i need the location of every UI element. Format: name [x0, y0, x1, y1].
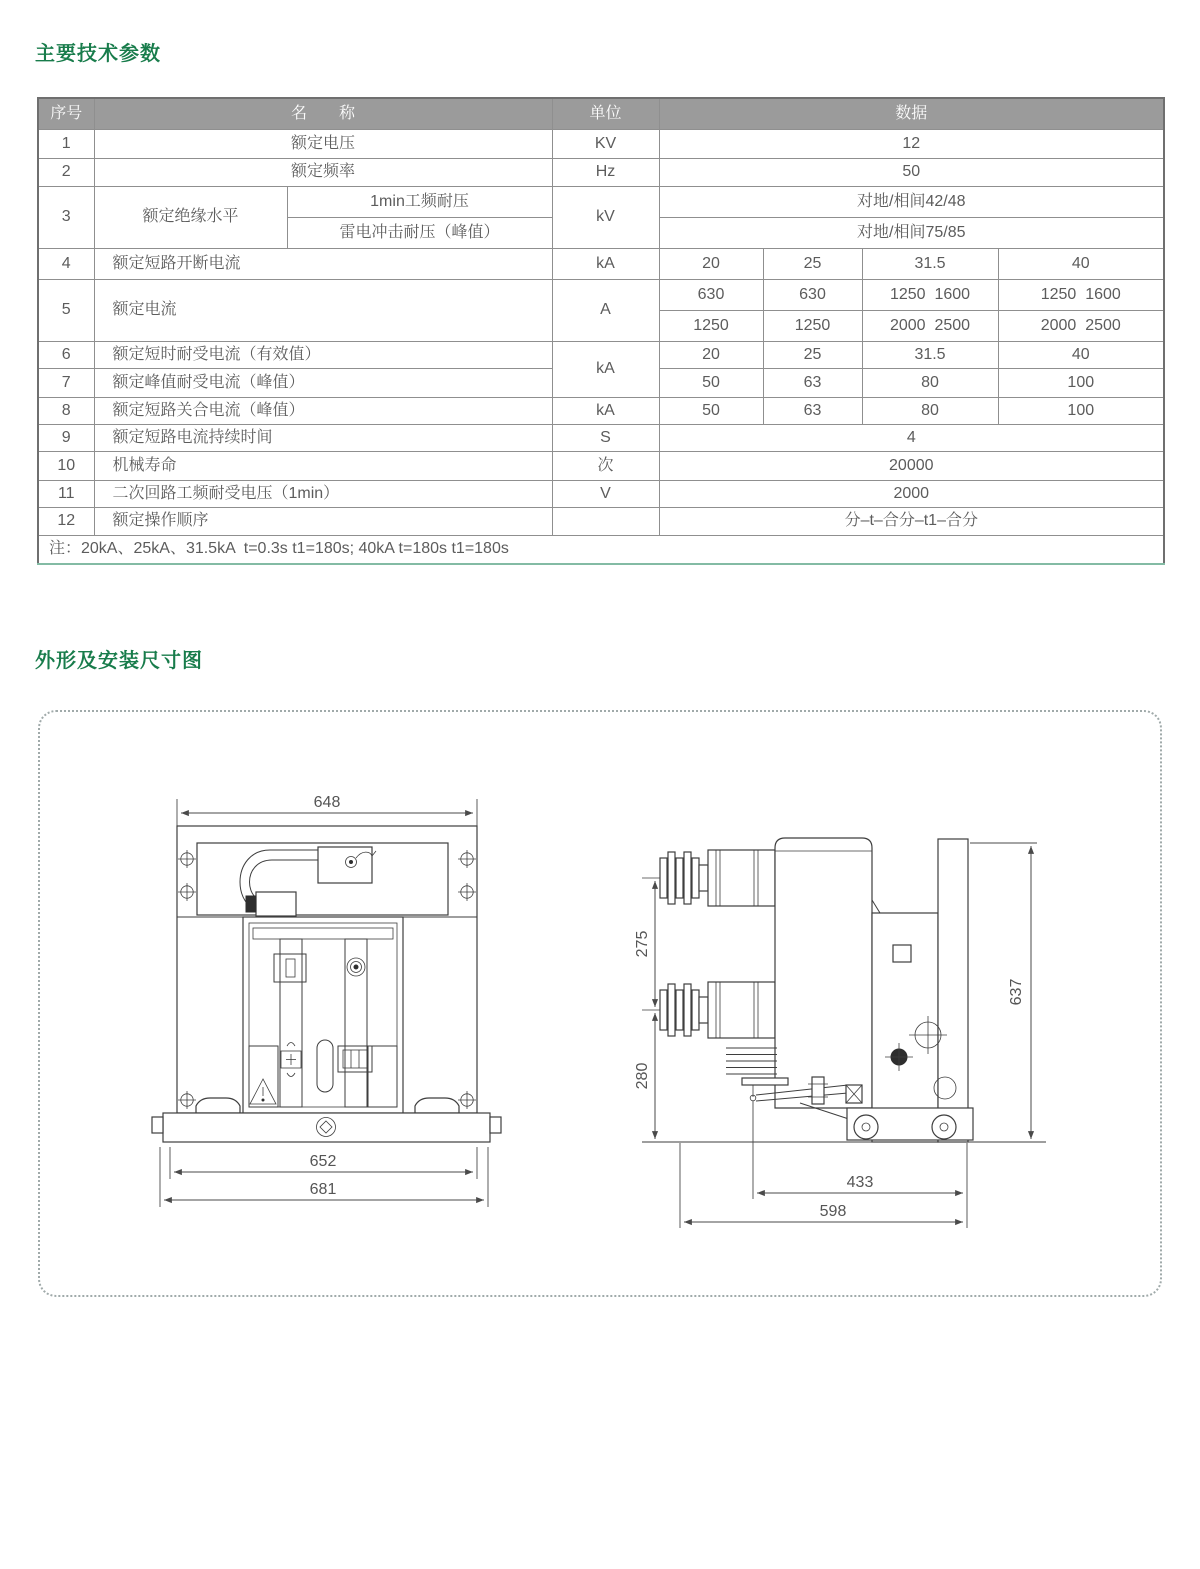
value: 分–t–合分–t1–合分: [659, 507, 1164, 535]
value: 1250 1600: [998, 279, 1164, 310]
row-number: 5: [38, 279, 94, 341]
table-row: [38, 129, 1164, 158]
table-row: [38, 248, 1164, 279]
table-row: [38, 397, 1164, 424]
value: 1250 1600: [862, 279, 998, 310]
row-number: 3: [38, 186, 94, 248]
unit: A: [552, 279, 659, 341]
param-name: 额定电流: [94, 279, 552, 341]
table-row: [38, 279, 1164, 310]
value: 63: [763, 368, 862, 397]
front-view-drawing: [152, 794, 501, 1207]
header-name: 名 称: [94, 98, 552, 129]
dim-label-652: 652: [309, 1153, 337, 1170]
value: 2000 2500: [862, 310, 998, 341]
row-number: 6: [38, 341, 94, 368]
param-name: 额定峰值耐受电流（峰值）: [94, 368, 552, 397]
unit: kA: [552, 248, 659, 279]
table-note: 注：20kA、25kA、31.5kA t=0.3s t1=180s; 40kA t=180s t1=180s: [38, 535, 1164, 564]
dimension-598: [680, 1143, 963, 1228]
table-header-row: [38, 98, 1164, 129]
value: 1250: [659, 310, 763, 341]
dim-label-275: 275: [634, 930, 651, 958]
table-row: [38, 480, 1164, 507]
row-number: 2: [38, 158, 94, 186]
unit: Hz: [552, 158, 659, 186]
value: 80: [862, 368, 998, 397]
table-note-row: [38, 535, 1164, 564]
technical-parameters-table: [37, 97, 1165, 565]
section-title-dimension-drawing: 外形及安装尺寸图: [35, 650, 203, 672]
value: 1250: [763, 310, 862, 341]
row-number: 8: [38, 397, 94, 424]
dimension-drawings: [38, 710, 1160, 1293]
row-number: 12: [38, 507, 94, 535]
param-name: 额定操作顺序: [94, 507, 552, 535]
dimension-637: [970, 843, 1037, 1139]
dimension-648: [177, 794, 477, 829]
header-unit: 单位: [552, 98, 659, 129]
wheel-right: [932, 1115, 956, 1139]
param-name: 额定短路电流持续时间: [94, 424, 552, 451]
param-name: 额定短路关合电流（峰值）: [94, 397, 552, 424]
unit: kA: [552, 341, 659, 397]
value: 25: [763, 341, 862, 368]
table-row: [38, 424, 1164, 451]
unit: KV: [552, 129, 659, 158]
value: 100: [998, 368, 1164, 397]
value: 100: [998, 397, 1164, 424]
row-number: 1: [38, 129, 94, 158]
value: 50: [659, 368, 763, 397]
dimension-280: [634, 1013, 655, 1139]
dim-label-681: 681: [309, 1181, 337, 1198]
param-subname: 1min工频耐压: [287, 186, 552, 217]
value: 20: [659, 341, 763, 368]
param-name: 额定频率: [94, 158, 552, 186]
value: 25: [763, 248, 862, 279]
row-number: 9: [38, 424, 94, 451]
value: 20000: [659, 451, 1164, 480]
unit: kA: [552, 397, 659, 424]
value: 对地/相间75/85: [659, 217, 1164, 248]
unit: V: [552, 480, 659, 507]
table-row: [38, 158, 1164, 186]
dim-label-637: 637: [1008, 978, 1025, 1006]
value: 40: [998, 341, 1164, 368]
param-name: 二次回路工频耐受电压（1min）: [94, 480, 552, 507]
wheel-left: [854, 1115, 878, 1139]
upper-bushing: [660, 850, 775, 906]
header-index: 序号: [38, 98, 94, 129]
value: 63: [763, 397, 862, 424]
side-view-drawing: [634, 838, 1046, 1228]
value: 50: [659, 397, 763, 424]
rear-frame: [938, 839, 968, 1142]
value: 2000: [659, 480, 1164, 507]
dimension-652: [170, 1147, 477, 1179]
foot-left: [196, 1098, 240, 1113]
table-row: [38, 451, 1164, 480]
param-name: 额定电压: [94, 129, 552, 158]
foot-right: [415, 1098, 459, 1113]
value: 12: [659, 129, 1164, 158]
param-name: 额定短路开断电流: [94, 248, 552, 279]
row-number: 10: [38, 451, 94, 480]
latch: [893, 945, 911, 962]
param-subname: 雷电冲击耐压（峰值）: [287, 217, 552, 248]
value: 80: [862, 397, 998, 424]
value: 31.5: [862, 341, 998, 368]
row-number: 4: [38, 248, 94, 279]
dim-label-598: 598: [819, 1203, 847, 1220]
unit: [552, 507, 659, 535]
param-name: 额定绝缘水平: [94, 186, 287, 248]
value: 2000 2500: [998, 310, 1164, 341]
unit: kV: [552, 186, 659, 248]
table-row: [38, 341, 1164, 368]
dim-label-648: 648: [313, 794, 341, 811]
param-name: 额定短时耐受电流（有效值）: [94, 341, 552, 368]
value: 对地/相间42/48: [659, 186, 1164, 217]
dimension-275: [634, 881, 655, 1007]
value: 50: [659, 158, 1164, 186]
value: 31.5: [862, 248, 998, 279]
value: 630: [659, 279, 763, 310]
param-name: 机械寿命: [94, 451, 552, 480]
table-row: [38, 186, 1164, 217]
value: 40: [998, 248, 1164, 279]
lower-bushing: [660, 982, 775, 1038]
header-data: 数据: [659, 98, 1164, 129]
value: 630: [763, 279, 862, 310]
row-number: 11: [38, 480, 94, 507]
value: 20: [659, 248, 763, 279]
section-title-technical-parameters: 主要技术参数: [35, 43, 161, 65]
row-number: 7: [38, 368, 94, 397]
dim-label-280: 280: [634, 1062, 651, 1090]
unit: 次: [552, 451, 659, 480]
pole-body: [775, 838, 872, 1108]
dim-label-433: 433: [846, 1174, 874, 1191]
table-row: [38, 507, 1164, 535]
unit: S: [552, 424, 659, 451]
base-rail: [152, 1113, 501, 1142]
value: 4: [659, 424, 1164, 451]
pole-front-panel: [243, 917, 403, 1113]
